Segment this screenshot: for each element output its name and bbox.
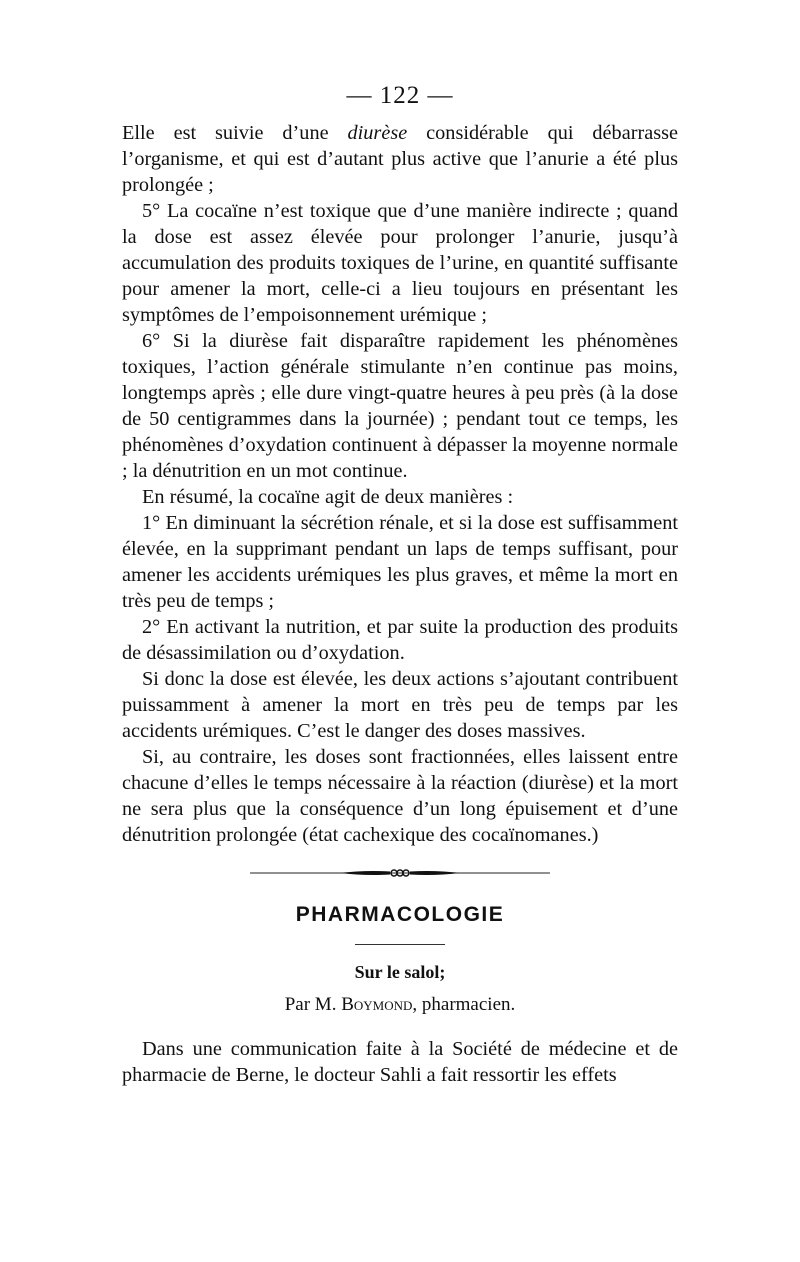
emphasis-diurese: diurèse xyxy=(347,122,408,144)
body-text xyxy=(122,120,678,848)
paragraph-point-2: 2° En activant la nutrition, et par suite la production des produits de désassimilation ou d’oxydation. xyxy=(122,616,678,664)
article-text xyxy=(122,1036,678,1088)
paragraph-point-5: 5° La cocaïne n’est toxique que d’une manière indirecte ; quand la dose est assez élevée pour prolonger l’anurie, jusqu’à accumulation des produits toxiques de l’urine, en quantité suffisante pour amener la mort, celle-ci a lieu toujours en présentant les symptômes de l’empoisonnement urémique ; xyxy=(122,200,678,326)
heading-divider xyxy=(355,944,445,945)
paragraph-resume: En résumé, la cocaïne agit de deux manières : xyxy=(142,486,514,508)
byline xyxy=(0,994,800,1016)
page-number: — 122 — xyxy=(346,82,454,109)
byline-author: Boymond xyxy=(341,994,413,1015)
paragraph-point-6: 6° Si la diurèse fait disparaître rapidement les phénomènes toxiques, l’action générale stimulante n’en continue pas moins, longtemps après ; elle dure vingt-quatre heures à peu près (à la dose de 50 centigrammes dans la journée) ; pendant tout ce temps, les phénomènes d’oxydation continuent à dépasser la moyenne normale ; la dénutrition en un mot continue. xyxy=(122,330,678,482)
paragraph-diurese xyxy=(122,120,678,198)
paragraph-dose-elevee: Si donc la dose est élevée, les deux actions s’ajoutant contribuent puissamment à amener la mort en très peu de temps par les accidents urémiques. C’est le danger des doses massives. xyxy=(122,668,678,742)
paragraph-diurese-after: considérable qui débarrasse l’organisme, et qui est d’autant plus active que l’anurie a été plus prolongée ; xyxy=(122,122,678,196)
paragraph-point-1: 1° En diminuant la sécrétion rénale, et si la dose est suffisamment élevée, en la supprimant pendant un laps de temps suffisant, pour amener les accidents urémiques les plus graves, et même la mort en très peu de temps ; xyxy=(122,512,678,612)
paragraph-diurese-before: Elle est suivie d’une xyxy=(122,122,348,144)
byline-suffix: , pharmacien. xyxy=(412,994,516,1015)
byline-prefix: Par M. xyxy=(284,994,342,1015)
paragraph-doses-fractionnees: Si, au contraire, les doses sont fractionnées, elles laissent entre chacune d’elles le temps nécessaire à la réaction (diurèse) et la mort ne sera plus que la conséquence d’un long épuisement et d’une dénutrition prolongée (état cachexique des cocaïnomanes.) xyxy=(122,746,678,846)
section-heading: PHARMACOLOGIE xyxy=(295,903,505,926)
article-title: Sur le salol; xyxy=(354,962,446,982)
article-intro: Dans une communication faite à la Société de médecine et de pharmacie de Berne, le docteur Sahli a fait ressortir les effets xyxy=(122,1038,678,1086)
ornamental-rule xyxy=(250,866,550,880)
